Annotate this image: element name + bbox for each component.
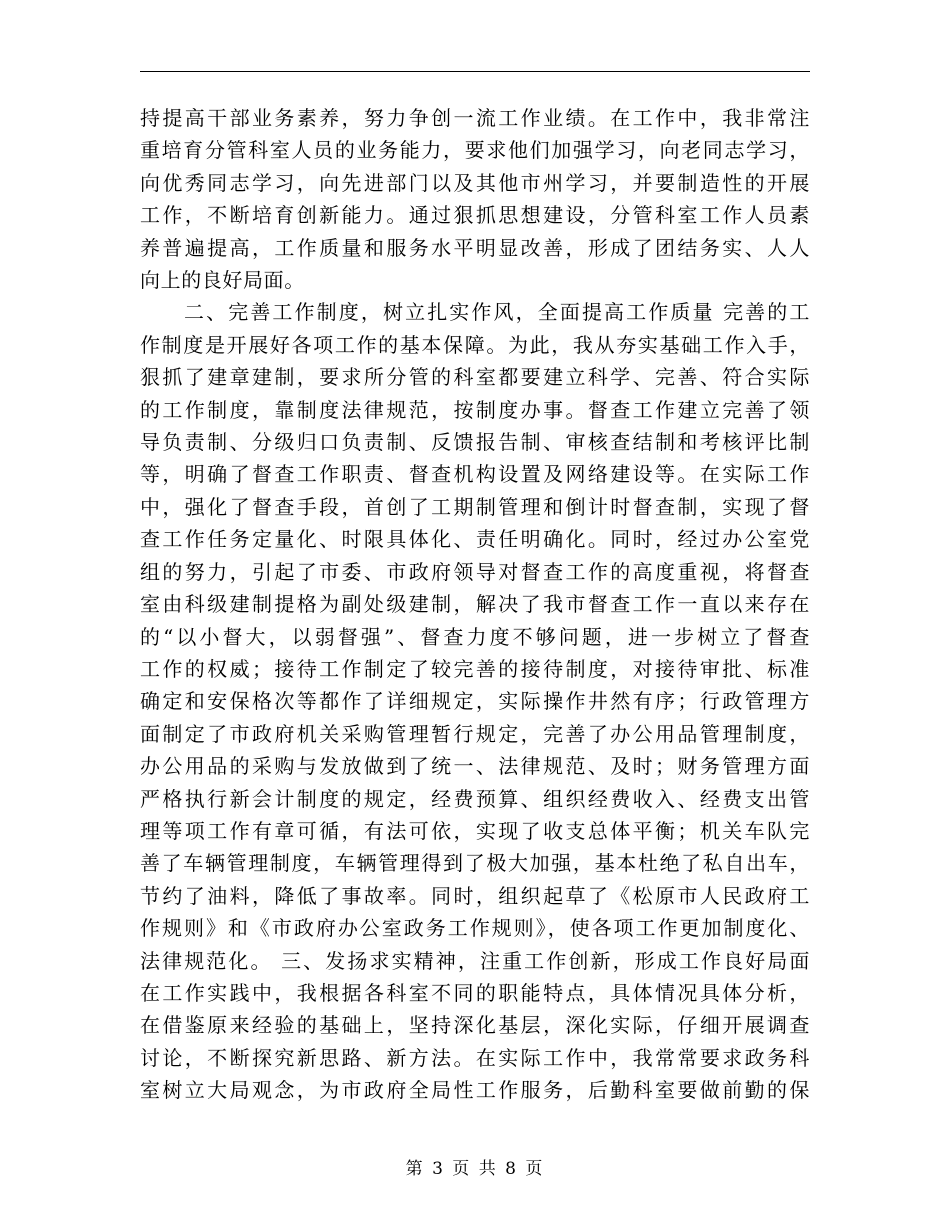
text-line: 的“以小督大，以弱督强”、督查力度不够问题，进一步树立了督查 (140, 624, 810, 649)
paragraph-2 (140, 296, 810, 1106)
text-line: 在借鉴原来经验的基础上，坚持深化基层，深化实际，仔细开展调查 (140, 1013, 810, 1038)
text-line: 导负责制、分级归口负责制、反馈报告制、审核查结制和考核评比制 (140, 430, 810, 455)
text-line: 室由科级建制提格为副处级建制，解决了我市督查工作一直以来存在 (140, 592, 810, 617)
text-line: 养普遍提高，工作质量和服务水平明显改善，形成了团结务实、人人 (140, 235, 810, 260)
text-line: 节约了油料，降低了事故率。同时，组织起草了《松原市人民政府工 (140, 883, 810, 908)
text-line: 持提高干部业务素养，努力争创一流工作业绩。在工作中，我非常注 (140, 106, 810, 130)
text-line: 狠抓了建章建制，要求所分管的科室都要建立科学、完善、符合实际 (140, 365, 810, 390)
page-number-footer: 第 3 页 共 8 页 (405, 1159, 545, 1179)
text-line: 作规则》和《市政府办公室政务工作规则》，使各项工作更加制度化、 (140, 916, 810, 941)
text-line: 办公用品的采购与发放做到了统一、法律规范、及时；财务管理方面 (140, 754, 810, 779)
document-body (140, 102, 810, 1107)
text-line: 向上的良好局面。 (140, 268, 305, 293)
text-line: 组的努力，引起了市委、市政府领导对督查工作的高度重视，将督查 (140, 559, 810, 584)
text-line: 等，明确了督查工作职责、督查机构设置及网络建设等。在实际工作 (140, 462, 810, 487)
text-line: 讨论，不断探究新思路、新方法。在实际工作中，我常常要求政务科 (140, 1045, 810, 1070)
header-rule (140, 71, 810, 72)
text-line: 的工作制度，靠制度法律规范，按制度办事。督查工作建立完善了领 (140, 397, 810, 422)
text-line: 重培育分管科室人员的业务能力，要求他们加强学习，向老同志学习， (140, 138, 810, 163)
text-line: 中，强化了督查手段，首创了工期制管理和倒计时督查制，实现了督 (140, 494, 810, 519)
text-line: 法律规范化。 三、发扬求实精神，注重工作创新，形成工作良好局面 (140, 948, 810, 973)
text-line: 室树立大局观念，为市政府全局性工作服务，后勤科室要做前勤的保 (140, 1078, 810, 1103)
text-line: 善了车辆管理制度，车辆管理得到了极大加强，基本杜绝了私自出车， (140, 851, 810, 876)
text-line: 面制定了市政府机关采购管理暂行规定，完善了办公用品管理制度， (140, 721, 810, 746)
text-line: 向优秀同志学习，向先进部门以及其他市州学习，并要制造性的开展 (140, 170, 810, 195)
text-line: 理等项工作有章可循，有法可依，实现了收支总体平衡；机关车队完 (140, 818, 810, 843)
text-line: 作制度是开展好各项工作的基本保障。为此，我从夯实基础工作入手， (140, 332, 810, 357)
paragraph-1 (140, 102, 810, 296)
text-line: 严格执行新会计制度的规定，经费预算、组织经费收入、经费支出管 (140, 786, 810, 811)
text-line: 工作的权威；接待工作制定了较完善的接待制度，对接待审批、标准 (140, 656, 810, 681)
text-line: 二、完善工作制度，树立扎实作风，全面提高工作质量 完善的工 (184, 300, 810, 325)
text-line: 查工作任务定量化、时限具体化、责任明确化。同时，经过办公室党 (140, 527, 810, 552)
text-line: 工作，不断培育创新能力。通过狠抓思想建设，分管科室工作人员素 (140, 203, 810, 228)
text-line: 确定和安保格次等都作了详细规定，实际操作井然有序；行政管理方 (140, 689, 810, 714)
text-line: 在工作实践中，我根据各科室不同的职能特点，具体情况具体分析， (140, 980, 810, 1005)
